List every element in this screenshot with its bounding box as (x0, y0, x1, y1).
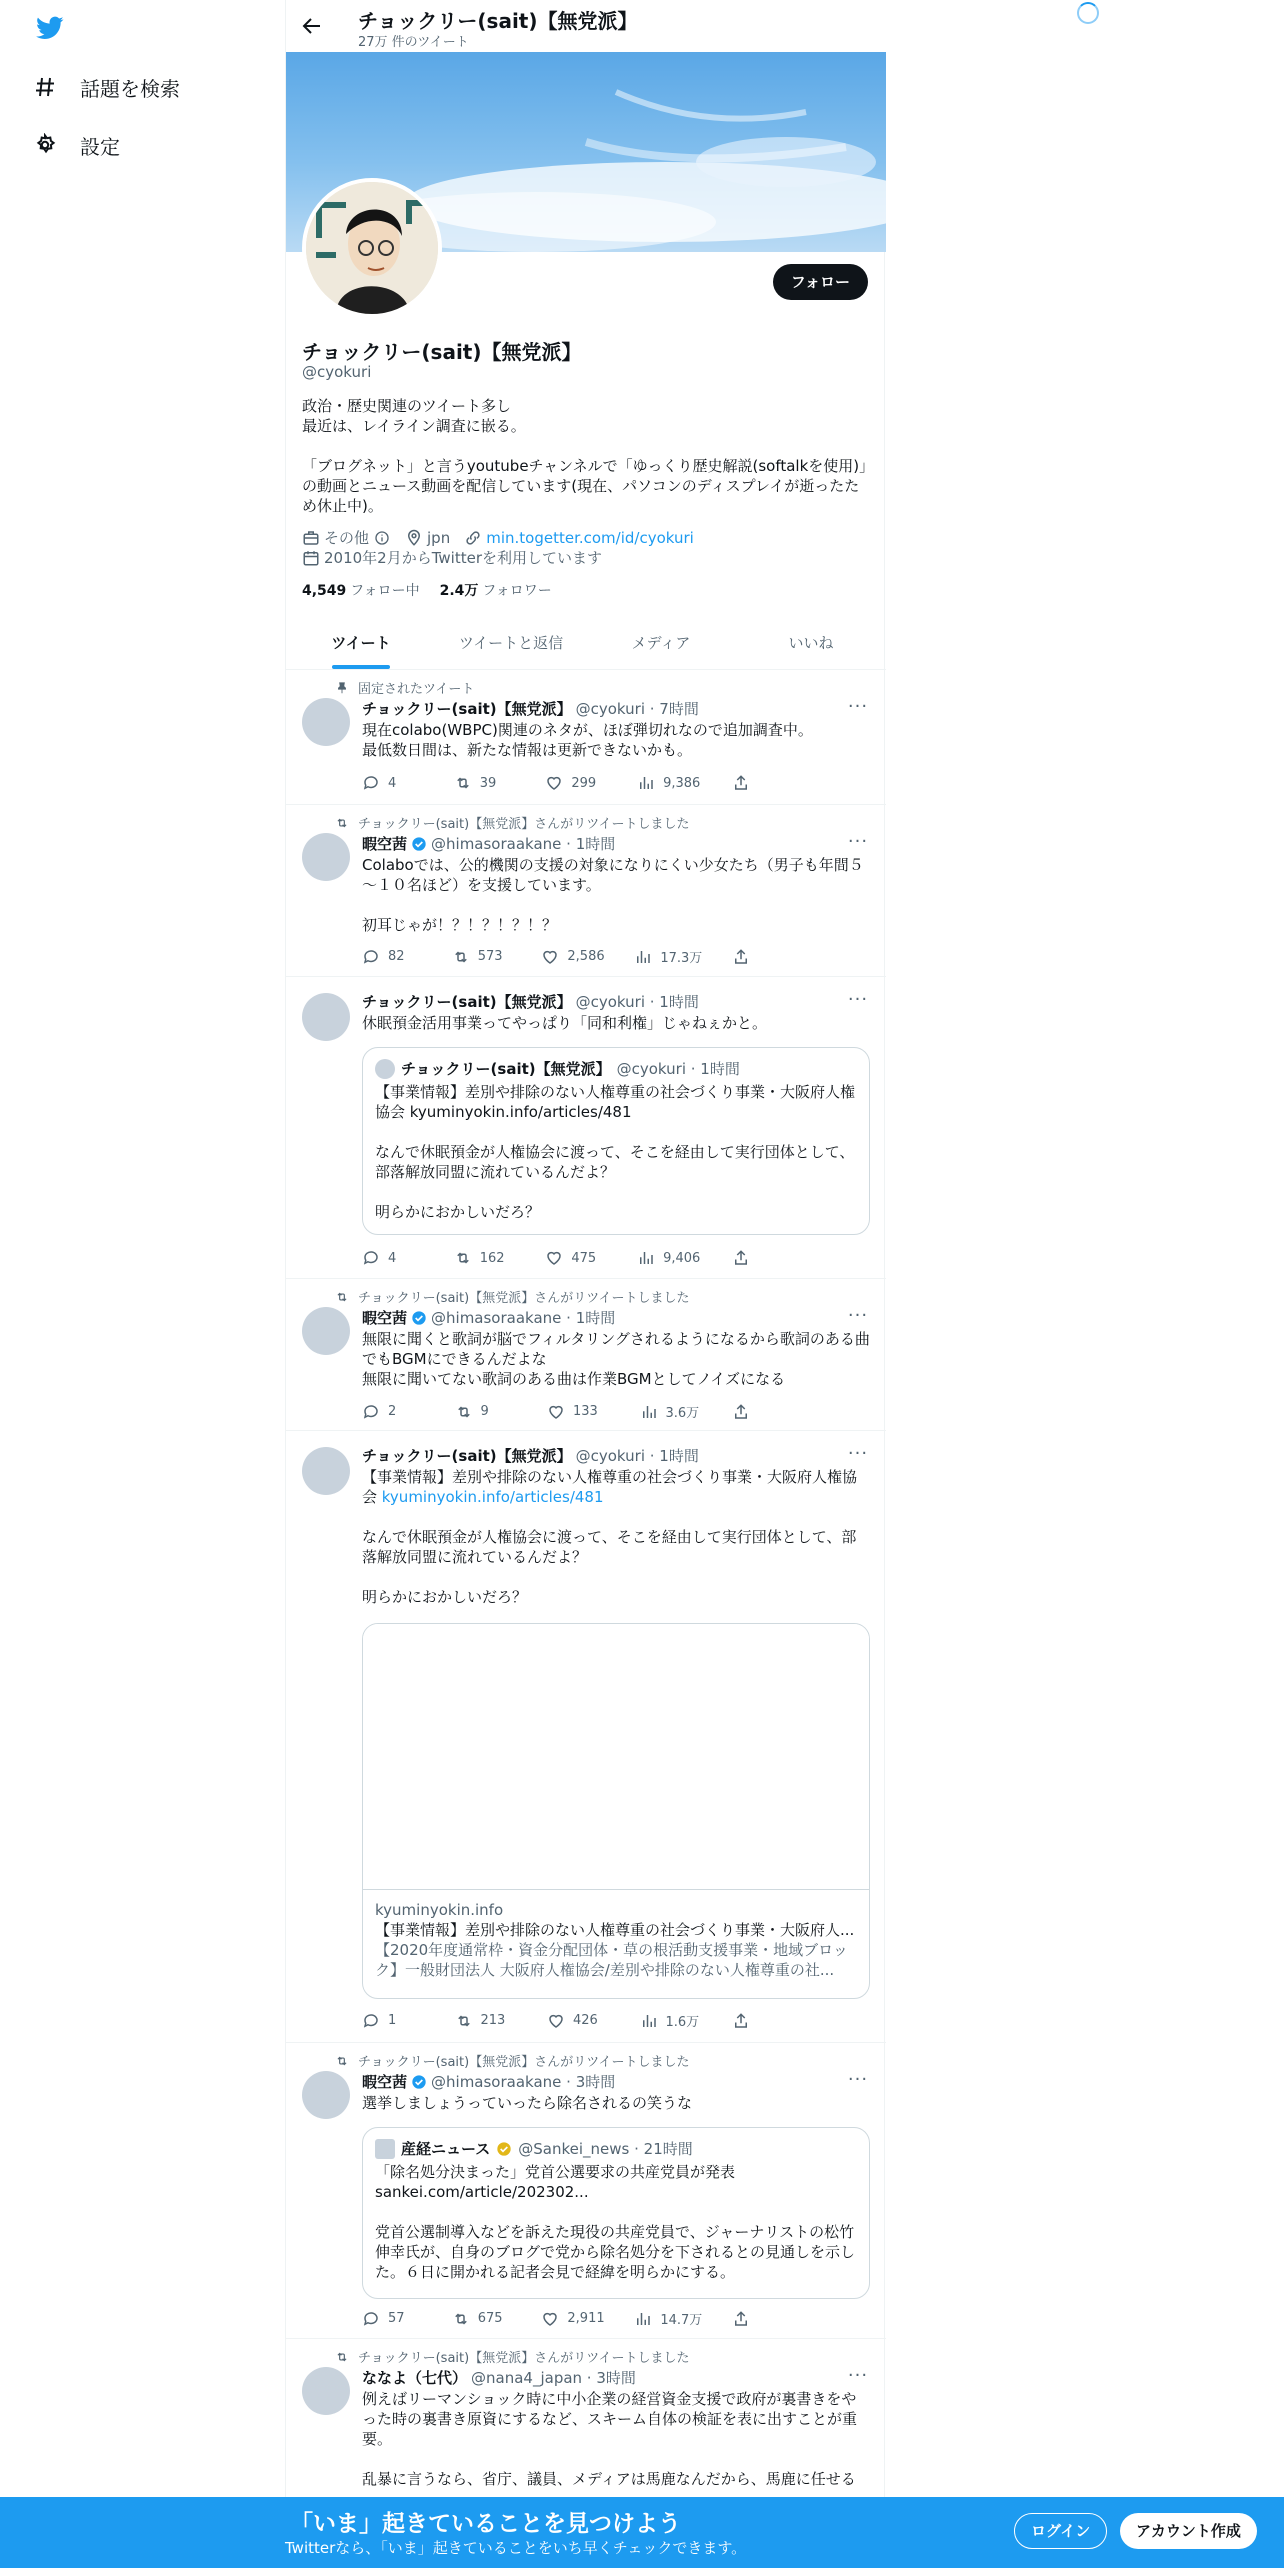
retweet-count: 9 (480, 1404, 489, 1419)
avatar (375, 1059, 395, 1079)
tweet-actions (362, 2011, 792, 2030)
retweet-button[interactable] (452, 2309, 512, 2328)
tweet-item[interactable] (286, 2043, 886, 2339)
retweet-button[interactable] (452, 947, 512, 966)
views-button[interactable] (634, 947, 702, 966)
views-button[interactable] (640, 1402, 700, 1421)
tweet-text (362, 1013, 870, 1033)
profile-category-label: その他 (324, 529, 370, 547)
verified-badge-icon (411, 836, 427, 852)
tweet-author-handle[interactable]: @cyokuri · 1時間 (575, 1447, 699, 1465)
tweet-text-line: 乱暴に言うなら、省庁、議員、メディアは馬鹿なんだから、馬鹿に任せる (362, 2470, 856, 2488)
loading-spinner-icon (1077, 2, 1099, 24)
bar-chart-icon (640, 1403, 658, 1421)
location-pin-icon (405, 529, 423, 547)
reply-count: 82 (388, 949, 405, 964)
quoted-tweet[interactable] (362, 2127, 870, 2299)
views-button[interactable] (634, 2309, 702, 2328)
share-button[interactable] (732, 1249, 792, 1267)
profile-website-link[interactable]: min.togetter.com/id/cyokuri (486, 529, 694, 547)
header-display-name: チョックリー(sait)【無党派】 (358, 9, 638, 33)
pin-icon (334, 680, 350, 696)
avatar[interactable] (302, 1447, 350, 1495)
avatar[interactable] (302, 993, 350, 1041)
profile-header-bar (286, 0, 886, 52)
like-button[interactable] (545, 1249, 605, 1267)
more-options-icon[interactable]: ··· (847, 989, 869, 1010)
login-button[interactable]: ログイン (1014, 2513, 1107, 2549)
like-count: 299 (571, 775, 597, 791)
profile-joined (302, 548, 602, 568)
quoted-text-line: 【事業情報】差別や排除のない人権尊重の社会づくり事業・大阪府人権協会 kyuminyokin.info/articles/481 (375, 1083, 856, 1121)
tweet-author-handle[interactable]: @himasoraakane · 1時間 (431, 1309, 616, 1327)
link-card[interactable] (362, 1623, 870, 1999)
tweet-text-line: 例えばリーマンショック時に中小企業の経営資金支援で政府が裏書きをやった時の裏書き原資にするなど、スキーム自体の検証を表に出すことが重要。 (362, 2390, 858, 2448)
quoted-tweet-header (375, 2138, 693, 2159)
tweet-text-line: 明らかにおかしいだろ？ (362, 1588, 528, 1606)
reply-button[interactable] (362, 2011, 422, 2030)
info-icon[interactable] (373, 529, 391, 547)
like-button[interactable] (547, 1402, 607, 1421)
tweet-author-name[interactable]: チョックリー(sait)【無党派】 (362, 700, 572, 718)
tweet-actions (362, 947, 792, 966)
profile-location-label: jpn (427, 529, 451, 547)
reply-icon (362, 1249, 380, 1267)
tab-tweets[interactable]: ツイート (286, 616, 436, 669)
retweet-count: 162 (479, 1250, 505, 1266)
tweet-author-handle[interactable]: @himasoraakane · 1時間 (431, 835, 616, 853)
profile-category (302, 528, 391, 548)
verified-badge-icon (411, 2074, 427, 2090)
heart-icon (547, 2012, 565, 2030)
calendar-icon (302, 549, 320, 567)
bio-line: 最近は、レイライン調査に嵌る。 (302, 417, 526, 435)
quoted-tweet-text (375, 1082, 859, 1222)
bio-line (302, 436, 870, 456)
like-button[interactable] (547, 2011, 607, 2030)
views-button[interactable] (637, 1249, 700, 1267)
link-card-body (363, 1890, 869, 1990)
tweet-header (362, 1445, 699, 1466)
quoted-tweet-header (375, 1058, 740, 1079)
link-card-image[interactable] (363, 1624, 869, 1890)
bar-chart-icon (640, 2012, 658, 2030)
tweet-text-line: 初耳じゃが！？！？！？！？ (362, 916, 558, 934)
heart-icon (545, 774, 563, 792)
retweet-button[interactable] (454, 1249, 514, 1267)
tweet-text (362, 720, 870, 760)
share-button[interactable] (732, 774, 792, 792)
view-count: 17.3万 (660, 951, 703, 966)
retweet-icon (455, 1403, 473, 1421)
more-options-icon[interactable]: ··· (847, 2365, 869, 2386)
following-label: フォロー中 (350, 583, 420, 599)
tweet-context-label: 固定されたツイート (358, 682, 475, 697)
retweet-icon (454, 1249, 472, 1267)
retweet-count: 675 (477, 2311, 503, 2326)
tweet-author-name[interactable]: チョックリー(sait)【無党派】 (362, 1447, 572, 1465)
heart-icon (545, 1249, 563, 1267)
bio-line: 「ブログネット」と言うyoutubeチャンネルで「ゆっくり歴史解説(softalkを使用)」の動画とニュース動画を配信しています(現在、パソコンのディスプレイが逝ったため休止中)。 (302, 457, 867, 515)
tab-tweets-and-replies[interactable]: ツイートと返信 (458, 634, 564, 652)
share-icon (732, 774, 750, 792)
share-icon (732, 948, 750, 966)
tweet-text (362, 855, 870, 935)
tweet-author-handle[interactable]: @cyokuri · 7時間 (575, 700, 699, 718)
quoted-text-line (375, 2202, 859, 2222)
retweet-icon (334, 2349, 350, 2365)
retweet-icon (334, 1289, 350, 1305)
profile-bio (302, 396, 870, 516)
more-options-icon[interactable]: ··· (847, 1443, 869, 1464)
retweet-icon (454, 774, 472, 792)
reply-button[interactable] (362, 1249, 422, 1267)
reply-icon (362, 774, 380, 792)
share-icon (732, 1249, 750, 1267)
quoted-author-handle: @Sankei_news · 21時間 (518, 2140, 693, 2158)
view-count: 14.7万 (660, 2313, 703, 2328)
tweet-author-handle[interactable]: @nana4_japan · 3時間 (471, 2369, 636, 2387)
tweet-actions (362, 2309, 792, 2328)
tweet-header (362, 1307, 615, 1328)
heart-icon (541, 948, 559, 966)
tweet-item[interactable] (286, 1431, 886, 2043)
quoted-tweet[interactable] (362, 1047, 870, 1235)
retweet-icon (334, 2053, 350, 2069)
quoted-author-name: チョックリー(sait)【無党派】 (401, 1060, 611, 1078)
tweet-actions (362, 1249, 792, 1267)
tweet-actions (362, 774, 792, 792)
tweet-text-line (362, 1507, 870, 1527)
tweet-author-name[interactable]: 暇空茜 (362, 835, 408, 853)
profile-meta (302, 528, 870, 568)
tweet-context-label: チョックリー(sait)【無党派】さんがリツイートしました (358, 1291, 690, 1306)
profile-avatar[interactable] (302, 178, 442, 318)
retweet-button[interactable] (455, 2011, 515, 2030)
quoted-tweet-text (375, 2162, 859, 2282)
tweet-item[interactable] (286, 805, 886, 977)
retweet-count: 39 (479, 775, 497, 791)
like-count: 2,911 (567, 2311, 605, 2326)
avatar[interactable] (302, 2367, 350, 2415)
tweet-text-line: 選挙しましょうっていったら除名されるの笑うな (362, 2094, 693, 2112)
reply-button[interactable] (362, 947, 422, 966)
tweet-text-line: 休眠預金活用事業ってやっぱり「同和利権」じゃねぇかと。 (362, 1014, 768, 1032)
quoted-text-line (375, 1122, 859, 1142)
tweet-author-name[interactable]: 暇空茜 (362, 1309, 408, 1327)
nav-explore-label: 話題を検索 (80, 76, 180, 101)
heart-icon (541, 2310, 559, 2328)
tweet-author-handle[interactable]: @himasoraakane · 3時間 (431, 2073, 616, 2091)
heart-icon (547, 1403, 565, 1421)
tweet-item[interactable] (286, 977, 886, 1279)
quoted-text-line: なんで休眠預金が人権協会に渡って、そこを経由して実行団体として、部落解放同盟に流れているんだよ？ (375, 1143, 855, 1181)
header-tweet-count: 27万 件のツイート (358, 35, 469, 50)
followers-link[interactable] (440, 580, 552, 600)
create-account-button[interactable]: アカウント作成 (1120, 2513, 1257, 2549)
like-count: 426 (573, 2013, 598, 2028)
reply-count: 57 (388, 2311, 405, 2326)
view-count: 9,386 (663, 775, 701, 791)
tweet-text-line: 無限に聞くと歌詞が脳でフィルタリングされるようになるから歌詞のある曲でもBGMにできるんだよな (362, 1330, 870, 1368)
follow-button[interactable]: フォロー (773, 264, 868, 300)
bar-chart-icon (634, 2310, 652, 2328)
reply-button[interactable] (362, 774, 422, 792)
view-count: 3.6万 (665, 1406, 700, 1421)
tweet-text-line: 最低数日間は、新たな情報は更新できないかも。 (362, 741, 693, 759)
tab-likes[interactable]: いいね (788, 634, 834, 652)
reply-icon (362, 1403, 380, 1421)
share-icon (732, 2310, 750, 2328)
views-button[interactable] (637, 774, 700, 792)
followers-count: 2.4万 (439, 583, 479, 599)
avatar[interactable] (302, 2071, 350, 2119)
like-count: 475 (571, 1250, 597, 1266)
signup-prompt-bar (0, 2497, 1284, 2568)
share-button[interactable] (732, 2011, 792, 2030)
like-count: 2,586 (567, 949, 605, 964)
bar-chart-icon (637, 774, 655, 792)
bar-chart-icon (634, 948, 652, 966)
reply-count: 2 (388, 1404, 397, 1419)
reply-count: 4 (388, 775, 397, 791)
briefcase-icon (302, 529, 320, 547)
reply-count: 1 (388, 2013, 397, 2028)
profile-timeline-column (285, 0, 885, 2568)
retweet-icon (452, 2310, 470, 2328)
twitter-bird-icon[interactable] (34, 14, 66, 42)
reply-icon (362, 2310, 380, 2328)
tweet-author-name[interactable]: チョックリー(sait)【無党派】 (362, 993, 572, 1011)
profile-stats (302, 580, 552, 600)
tweet-text (362, 1467, 870, 1607)
tweet-text-line (362, 895, 870, 915)
bio-line: 政治・歴史関連のツイート多し (302, 397, 511, 415)
tweet-text (362, 2093, 870, 2113)
link-card-title: 【事業情報】差別や排除のない人権尊重の社会づくり事業・大阪府人... (375, 1921, 855, 1939)
profile-display-name: チョックリー(sait)【無党派】 (302, 340, 582, 364)
link-icon (464, 529, 482, 547)
profile-handle: @cyokuri (302, 363, 372, 381)
reply-icon (362, 948, 380, 966)
tweet-context (334, 2347, 690, 2366)
tweet-context-label: チョックリー(sait)【無党派】さんがリツイートしました (358, 2351, 690, 2366)
retweet-icon (334, 815, 350, 831)
bar-chart-icon (637, 1249, 655, 1267)
reply-count: 4 (388, 1250, 397, 1266)
tweet-author-name[interactable]: ななよ（七代） (362, 2369, 468, 2387)
like-button[interactable] (541, 2309, 604, 2328)
verified-badge-icon (411, 1310, 427, 1326)
share-icon (732, 1403, 750, 1421)
tweet-text-line: Colaboでは、公的機関の支援の対象になりにくい少女たち（男子も年間５～１０名ほど）を支援しています。 (362, 856, 864, 894)
tweet-text-line (362, 1467, 870, 1507)
view-count: 1.6万 (665, 2015, 700, 2030)
share-icon (732, 2012, 750, 2030)
tweet-context (334, 2051, 690, 2070)
profile-location (405, 528, 450, 548)
share-button[interactable] (732, 947, 792, 966)
quoted-author-handle: @cyokuri · 1時間 (616, 1060, 740, 1078)
tweet-actions (362, 1402, 792, 1421)
tweet-text-line (362, 1567, 870, 1587)
like-button[interactable] (545, 774, 605, 792)
tweet-header (362, 991, 699, 1012)
profile-tabs (286, 616, 886, 670)
tweet-header (362, 833, 615, 854)
tweet-header (362, 698, 699, 719)
quoted-text-line: 党首公選制導入などを訴えた現役の共産党員で、ジャーナリストの松竹伸幸氏が、自身のブログで党から除名処分を下されるとの見通しを示した。６日に開かれる記者会見で経緯を明らかにする。 (375, 2223, 856, 2281)
profile-website[interactable] (464, 528, 694, 548)
avatar[interactable] (302, 1307, 350, 1355)
retweet-count: 213 (480, 2013, 506, 2028)
tweet-context (334, 1287, 690, 1306)
tweet-text (362, 2389, 870, 2489)
tweet-author-name[interactable]: 暇空茜 (362, 2073, 408, 2091)
tab-media[interactable]: メディア (631, 634, 691, 652)
views-button[interactable] (640, 2011, 700, 2030)
retweet-icon (452, 948, 470, 966)
like-button[interactable] (541, 947, 604, 966)
reply-icon (362, 2012, 380, 2030)
link-card-domain: kyuminyokin.info (375, 1901, 504, 1919)
signup-prompt-title: 「いま」起きていることを見つけよう (290, 2511, 681, 2537)
quoted-text-line: 明らかにおかしいだろ？ (375, 1203, 541, 1221)
tweet-header (362, 2367, 636, 2388)
tweet-text-line: 現在colabo(WBPC)関連のネタが、ほぼ弾切れなので追加調査中。 (362, 721, 813, 739)
tweet-text-prefix: 【事業情報】差別や排除のない人権尊重の社会づくり事業・大阪府人権協会 (362, 1468, 858, 1506)
more-options-icon[interactable]: ··· (847, 831, 869, 852)
hashtag-icon (32, 74, 58, 100)
tweet-header (362, 2071, 615, 2092)
reply-button[interactable] (362, 1402, 422, 1421)
profile-joined-label: 2010年2月からTwitterを利用しています (324, 549, 602, 567)
more-options-icon[interactable]: ··· (847, 696, 869, 717)
retweet-icon (455, 2012, 473, 2030)
signup-prompt-subtitle: Twitterなら、「いま」起きていることをいち早くチェックできます。 (285, 2539, 747, 2557)
tweet-context (334, 678, 474, 697)
tweet-item[interactable] (286, 670, 886, 805)
nav-settings[interactable] (32, 120, 120, 170)
quoted-text-line: 「除名処分決まった」党首公選要求の共産党員が発表 sankei.com/article/202302... (375, 2163, 736, 2201)
share-button[interactable] (732, 2309, 792, 2328)
tweet-text-line: なんで休眠預金が人権協会に渡って、そこを経由して実行団体として、部落解放同盟に流れているんだよ？ (362, 1528, 857, 1566)
tweet-author-handle[interactable]: @cyokuri · 1時間 (575, 993, 699, 1011)
followers-label: フォロワー (482, 583, 552, 599)
retweet-count: 573 (477, 949, 503, 964)
tweet-context-label: チョックリー(sait)【無党派】さんがリツイートしました (358, 817, 690, 832)
tweet-item[interactable] (286, 1279, 886, 1431)
reply-button[interactable] (362, 2309, 422, 2328)
tweet-text (362, 1329, 870, 1389)
avatar[interactable] (302, 698, 350, 746)
retweet-button[interactable] (455, 1402, 515, 1421)
following-link[interactable] (302, 580, 420, 600)
gear-icon (32, 132, 58, 158)
more-options-icon[interactable]: ··· (847, 1305, 869, 1326)
link-card-description: 【2020年度通常枠・資金分配団体・草の根活動支援事業・地域ブロック】一般財団法人 大阪府人権協会/差別や排除のない人権尊重の社... (375, 1941, 848, 1979)
back-arrow-icon[interactable] (300, 14, 324, 38)
tweet-text-line: 無限に聞いてない歌詞のある曲は作業BGMとしてノイズになる (362, 1370, 786, 1388)
verified-badge-icon (496, 2141, 512, 2157)
nav-explore[interactable] (32, 62, 180, 112)
tweet-link[interactable]: kyuminyokin.info/articles/481 (381, 1488, 604, 1506)
left-navigation (0, 0, 285, 2568)
avatar (375, 2139, 395, 2159)
nav-settings-label: 設定 (80, 134, 120, 159)
share-button[interactable] (732, 1402, 792, 1421)
tweet-context (334, 813, 690, 832)
like-count: 133 (573, 1404, 598, 1419)
quoted-author-name: 産経ニュース (401, 2140, 491, 2158)
retweet-button[interactable] (454, 774, 514, 792)
avatar[interactable] (302, 833, 350, 881)
tweet-context-label: チョックリー(sait)【無党派】さんがリツイートしました (358, 2055, 690, 2070)
quoted-text-line (375, 1182, 859, 1202)
following-count: 4,549 (302, 583, 347, 599)
tweet-text-line (362, 2449, 870, 2469)
view-count: 9,406 (663, 1250, 701, 1266)
more-options-icon[interactable]: ··· (847, 2069, 869, 2090)
